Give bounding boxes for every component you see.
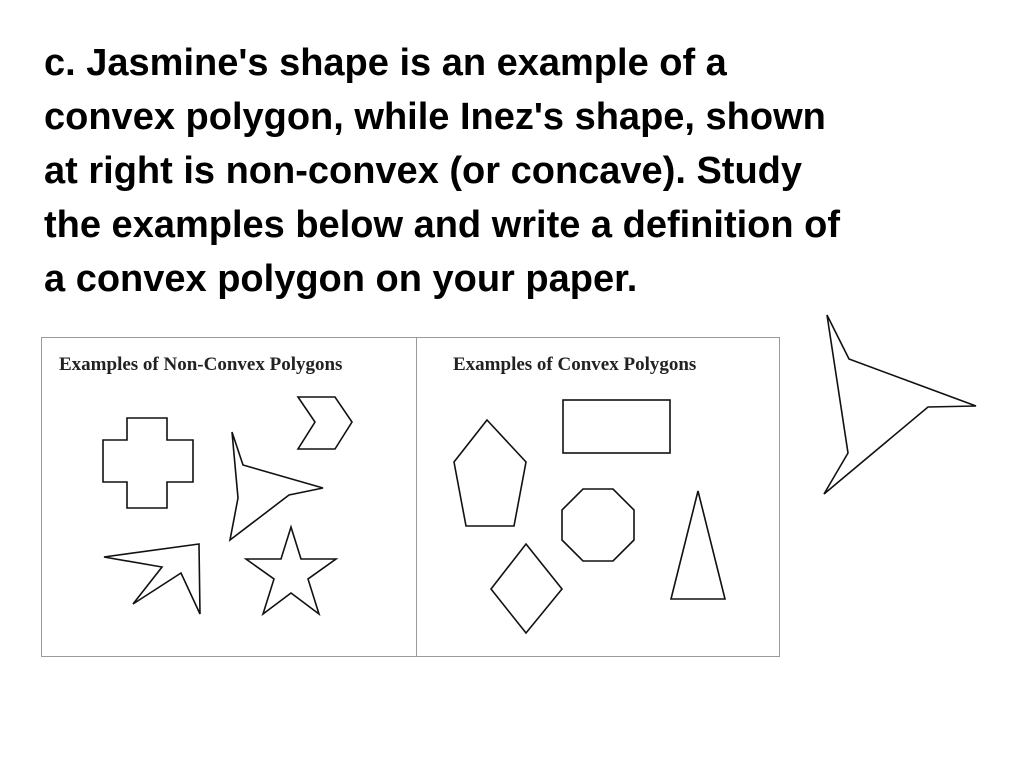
convex-heading: Examples of Convex Polygons	[453, 354, 697, 375]
non-convex-chevron-shape	[298, 397, 352, 449]
non-convex-arrow-shape	[104, 544, 200, 614]
convex-octagon-shape	[562, 489, 634, 561]
convex-rectangle-shape	[563, 400, 670, 453]
question-line: the examples below and write a definition of	[44, 204, 841, 246]
question-line: convex polygon, while Inez's shape, shown	[44, 96, 826, 138]
non-convex-star-shape	[246, 527, 336, 614]
question-line: at right is non-convex (or concave). Study	[44, 150, 803, 192]
convex-triangle-shape	[671, 491, 725, 599]
non-convex-heading: Examples of Non-Convex Polygons	[59, 354, 343, 375]
question-line: c. Jasmine's shape is an example of a	[44, 42, 727, 84]
convex-pentagon-shape	[454, 420, 526, 526]
question-line: a convex polygon on your paper.	[44, 258, 638, 300]
convex-rhombus-shape	[491, 544, 562, 633]
non-convex-cross-shape	[103, 418, 193, 508]
inez-concave-shape	[824, 315, 976, 494]
